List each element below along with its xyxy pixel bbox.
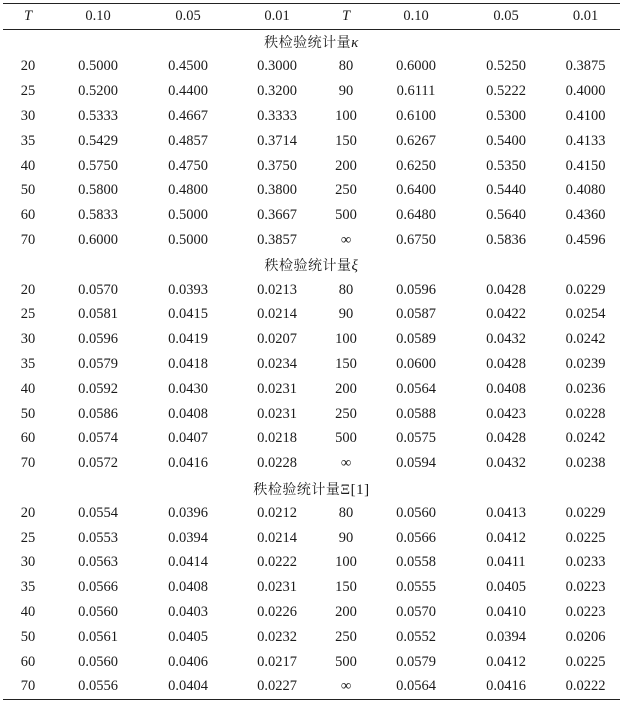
critical-value-cell: 0.4000 xyxy=(565,83,606,100)
critical-value-cell: 0.5640 xyxy=(486,207,526,224)
critical-value-cell: 0.0416 xyxy=(486,678,526,695)
critical-value-cell: 0.0575 xyxy=(396,430,436,447)
sample-size-cell: 50 xyxy=(20,628,36,645)
sample-size-cell: 20 xyxy=(20,504,36,521)
table-row xyxy=(3,427,620,452)
critical-values-table xyxy=(3,3,620,700)
critical-value-cell: 0.4857 xyxy=(168,132,208,149)
section-title-row xyxy=(3,476,620,501)
sample-size-cell: 70 xyxy=(20,455,36,472)
critical-value-cell: 0.5300 xyxy=(486,108,526,125)
critical-value-cell: 0.6100 xyxy=(396,108,436,125)
sample-size-cell: 20 xyxy=(20,58,36,75)
sample-size-cell: 250 xyxy=(335,405,357,422)
critical-value-cell: 0.0428 xyxy=(486,281,526,298)
sample-size-cell: 60 xyxy=(20,653,36,670)
sample-size-cell: 40 xyxy=(20,157,36,174)
critical-value-cell: 0.0405 xyxy=(168,628,208,645)
critical-value-cell: 0.0563 xyxy=(78,554,118,571)
critical-value-cell: 0.0214 xyxy=(257,306,297,323)
critical-value-cell: 0.0570 xyxy=(396,604,436,621)
critical-value-cell: 0.6000 xyxy=(396,58,436,75)
critical-value-cell: 0.0579 xyxy=(78,356,118,373)
critical-value-cell: 0.0412 xyxy=(486,653,526,670)
critical-value-cell: 0.0405 xyxy=(486,579,526,596)
sample-size-cell: ∞ xyxy=(340,678,352,695)
header-sample-size-right: T xyxy=(341,7,351,24)
sample-size-cell: 50 xyxy=(20,405,36,422)
section-symbol: ξ xyxy=(351,258,359,275)
table-row xyxy=(3,203,620,228)
critical-value-cell: 0.5400 xyxy=(486,132,526,149)
critical-value-cell: 0.0574 xyxy=(78,430,118,447)
critical-value-cell: 0.0415 xyxy=(168,306,208,323)
sample-size-cell: 35 xyxy=(20,132,36,149)
critical-value-cell: 0.0222 xyxy=(565,678,606,695)
critical-value-cell: 0.4100 xyxy=(565,108,606,125)
table-row xyxy=(3,650,620,675)
critical-value-cell: 0.0213 xyxy=(257,281,297,298)
table-row xyxy=(3,402,620,427)
critical-value-cell: 0.5350 xyxy=(486,157,526,174)
critical-value-cell: 0.0412 xyxy=(486,529,526,546)
critical-value-cell: 0.0212 xyxy=(257,504,297,521)
header-alpha-001-right: 0.01 xyxy=(572,7,599,24)
critical-value-cell: 0.0225 xyxy=(565,653,606,670)
critical-value-cell: 0.0432 xyxy=(486,331,526,348)
critical-value-cell: 0.6111 xyxy=(396,83,436,100)
sample-size-cell: 90 xyxy=(338,83,354,100)
table-row xyxy=(3,526,620,551)
sample-size-cell: 100 xyxy=(335,331,357,348)
critical-value-cell: 0.0430 xyxy=(168,380,208,397)
table-row xyxy=(3,600,620,625)
critical-value-cell: 0.0555 xyxy=(396,579,436,596)
sample-size-cell: 250 xyxy=(335,628,357,645)
critical-value-cell: 0.0206 xyxy=(565,628,606,645)
critical-value-cell: 0.0231 xyxy=(257,380,297,397)
critical-value-cell: 0.0408 xyxy=(486,380,526,397)
table-row xyxy=(3,551,620,576)
critical-value-cell: 0.0222 xyxy=(257,554,297,571)
critical-value-cell: 0.5000 xyxy=(168,232,208,249)
sample-size-cell: 250 xyxy=(335,182,357,199)
sample-size-cell: 500 xyxy=(335,430,357,447)
critical-value-cell: 0.0553 xyxy=(78,529,118,546)
section-label: 秩检验统计量 xyxy=(253,481,341,498)
critical-value-cell: 0.0572 xyxy=(78,455,118,472)
table-row xyxy=(3,79,620,104)
critical-value-cell: 0.0560 xyxy=(78,604,118,621)
critical-value-cell: 0.0594 xyxy=(396,455,436,472)
table-row xyxy=(3,675,620,700)
section-title xyxy=(3,253,620,278)
header-alpha-005-right: 0.05 xyxy=(493,7,519,24)
critical-value-cell: 0.5222 xyxy=(486,83,526,100)
section-title-row xyxy=(3,253,620,278)
sample-size-cell: 25 xyxy=(20,529,36,546)
sample-size-cell: 70 xyxy=(20,232,36,249)
critical-value-cell: 0.0600 xyxy=(396,356,436,373)
critical-value-cell: 0.5333 xyxy=(78,108,118,125)
sample-size-cell: 200 xyxy=(335,380,357,397)
critical-value-cell: 0.0592 xyxy=(78,380,118,397)
table-row xyxy=(3,104,620,129)
critical-value-cell: 0.0242 xyxy=(565,331,606,348)
critical-value-cell: 0.0581 xyxy=(78,306,118,323)
critical-value-cell: 0.0229 xyxy=(565,504,606,521)
sample-size-cell: 500 xyxy=(335,653,357,670)
critical-value-cell: 0.0561 xyxy=(78,628,118,645)
critical-value-cell: 0.0239 xyxy=(565,356,606,373)
critical-value-cell: 0.0588 xyxy=(396,405,436,422)
table-row xyxy=(3,501,620,526)
critical-value-cell: 0.0428 xyxy=(486,430,526,447)
critical-value-cell: 0.0570 xyxy=(78,281,118,298)
sample-size-cell: 80 xyxy=(338,281,354,298)
section-suffix: Ξ[1] xyxy=(340,481,370,498)
sample-size-cell: 500 xyxy=(335,207,357,224)
critical-value-cell: 0.4667 xyxy=(168,108,208,125)
critical-value-cell: 0.0566 xyxy=(78,579,118,596)
critical-value-cell: 0.0396 xyxy=(168,504,208,521)
section-title-row xyxy=(3,29,620,54)
critical-value-cell: 0.3333 xyxy=(257,108,297,125)
critical-value-cell: 0.6250 xyxy=(396,157,436,174)
sample-size-cell: 80 xyxy=(338,504,354,521)
section-xi xyxy=(3,253,620,476)
critical-value-cell: 0.0229 xyxy=(565,281,606,298)
critical-value-cell: 0.0556 xyxy=(78,678,118,695)
critical-value-cell: 0.5836 xyxy=(486,232,526,249)
critical-value-cell: 0.5800 xyxy=(78,182,118,199)
table-row xyxy=(3,352,620,377)
header-sample-size-left: T xyxy=(23,7,33,24)
critical-value-cell: 0.0418 xyxy=(168,356,208,373)
critical-value-cell: 0.0596 xyxy=(396,281,436,298)
critical-value-cell: 0.6480 xyxy=(396,207,436,224)
table-row xyxy=(3,575,620,600)
section-kappa xyxy=(3,29,620,253)
critical-value-cell: 0.0218 xyxy=(257,430,297,447)
critical-value-cell: 0.0228 xyxy=(565,405,606,422)
critical-value-cell: 0.0225 xyxy=(565,529,606,546)
critical-value-cell: 0.5833 xyxy=(78,207,118,224)
critical-value-cell: 0.3857 xyxy=(257,232,297,249)
table-row xyxy=(3,179,620,204)
critical-value-cell: 0.4400 xyxy=(168,83,208,100)
critical-value-cell: 0.0238 xyxy=(565,455,606,472)
critical-value-cell: 0.0589 xyxy=(396,331,436,348)
critical-value-cell: 0.0394 xyxy=(486,628,526,645)
critical-value-cell: 0.0217 xyxy=(257,653,297,670)
critical-value-cell: 0.0587 xyxy=(396,306,436,323)
section-title xyxy=(3,476,620,501)
table-row xyxy=(3,625,620,650)
critical-value-cell: 0.0552 xyxy=(396,628,436,645)
critical-value-cell: 0.5000 xyxy=(78,58,118,75)
critical-value-cell: 0.0404 xyxy=(168,678,208,695)
critical-value-cell: 0.0223 xyxy=(565,579,606,596)
header-row xyxy=(3,4,620,30)
section-symbol: κ xyxy=(351,35,359,52)
sample-size-cell: 100 xyxy=(335,554,357,571)
sample-size-cell: 35 xyxy=(20,356,36,373)
critical-value-cell: 0.0579 xyxy=(396,653,436,670)
section-xi-bracket xyxy=(3,476,620,700)
critical-value-cell: 0.0214 xyxy=(257,529,297,546)
table-header xyxy=(3,4,620,30)
table-row xyxy=(3,327,620,352)
critical-value-cell: 0.0393 xyxy=(168,281,208,298)
critical-value-cell: 0.6750 xyxy=(396,232,436,249)
critical-value-cell: 0.5429 xyxy=(78,132,118,149)
sample-size-cell: 60 xyxy=(20,207,36,224)
header-alpha-001-left: 0.01 xyxy=(264,7,290,24)
sample-size-cell: 20 xyxy=(20,281,36,298)
section-title xyxy=(3,29,620,54)
critical-value-cell: 0.0236 xyxy=(565,380,606,397)
critical-value-cell: 0.0231 xyxy=(257,405,297,422)
critical-value-cell: 0.4596 xyxy=(565,232,606,249)
table-row xyxy=(3,154,620,179)
sample-size-cell: 40 xyxy=(20,604,36,621)
critical-value-cell: 0.0227 xyxy=(257,678,297,695)
sample-size-cell: 35 xyxy=(20,579,36,596)
critical-value-cell: 0.0596 xyxy=(78,331,118,348)
critical-value-cell: 0.5750 xyxy=(78,157,118,174)
critical-value-cell: 0.4360 xyxy=(565,207,606,224)
critical-value-cell: 0.0223 xyxy=(565,604,606,621)
critical-value-cell: 0.4800 xyxy=(168,182,208,199)
critical-value-cell: 0.0406 xyxy=(168,653,208,670)
critical-value-cell: 0.0560 xyxy=(78,653,118,670)
critical-value-cell: 0.0254 xyxy=(565,306,606,323)
sample-size-cell: 25 xyxy=(20,306,36,323)
critical-value-cell: 0.5250 xyxy=(486,58,526,75)
critical-value-cell: 0.6000 xyxy=(78,232,118,249)
critical-value-cell: 0.0432 xyxy=(486,455,526,472)
critical-value-cell: 0.0423 xyxy=(486,405,526,422)
critical-value-cell: 0.0558 xyxy=(396,554,436,571)
critical-value-cell: 0.0564 xyxy=(396,380,436,397)
sample-size-cell: 60 xyxy=(20,430,36,447)
critical-value-cell: 0.0233 xyxy=(565,554,606,571)
critical-value-cell: 0.0554 xyxy=(78,504,118,521)
critical-value-cell: 0.4500 xyxy=(168,58,208,75)
critical-value-cell: 0.3750 xyxy=(257,157,297,174)
critical-value-cell: 0.3714 xyxy=(257,132,297,149)
critical-value-cell: 0.0207 xyxy=(257,331,297,348)
sample-size-cell: ∞ xyxy=(340,455,352,472)
critical-value-cell: 0.6267 xyxy=(396,132,436,149)
critical-value-cell: 0.4080 xyxy=(565,182,606,199)
critical-value-cell: 0.0411 xyxy=(486,554,526,571)
critical-value-cell: 0.0407 xyxy=(168,430,208,447)
table-row xyxy=(3,55,620,80)
critical-value-cell: 0.0422 xyxy=(486,306,526,323)
table-row xyxy=(3,303,620,328)
sample-size-cell: 30 xyxy=(20,108,36,125)
critical-value-cell: 0.3667 xyxy=(257,207,297,224)
critical-value-cell: 0.0419 xyxy=(168,331,208,348)
header-alpha-005-left: 0.05 xyxy=(175,7,201,24)
sample-size-cell: 50 xyxy=(20,182,36,199)
section-label: 秩检验统计量 xyxy=(264,35,352,52)
critical-value-cell: 0.0242 xyxy=(565,430,606,447)
critical-value-cell: 0.0413 xyxy=(486,504,526,521)
critical-value-cell: 0.0231 xyxy=(257,579,297,596)
critical-value-cell: 0.5000 xyxy=(168,207,208,224)
table-row xyxy=(3,228,620,253)
critical-value-cell: 0.3200 xyxy=(257,83,297,100)
sample-size-cell: 200 xyxy=(335,604,357,621)
header-alpha-010-right: 0.10 xyxy=(403,7,429,24)
critical-value-cell: 0.6400 xyxy=(396,182,436,199)
header-alpha-010-left: 0.10 xyxy=(85,7,111,24)
critical-value-cell: 0.0566 xyxy=(396,529,436,546)
critical-value-cell: 0.0408 xyxy=(168,579,208,596)
critical-value-cell: 0.0226 xyxy=(257,604,297,621)
table-row xyxy=(3,377,620,402)
critical-value-cell: 0.3800 xyxy=(257,182,297,199)
sample-size-cell: 30 xyxy=(20,554,36,571)
critical-value-cell: 0.0414 xyxy=(168,554,208,571)
critical-value-cell: 0.0416 xyxy=(168,455,208,472)
sample-size-cell: 90 xyxy=(338,306,354,323)
sample-size-cell: 150 xyxy=(335,356,357,373)
sample-size-cell: 70 xyxy=(20,678,36,695)
sample-size-cell: 90 xyxy=(338,529,354,546)
critical-value-cell: 0.0394 xyxy=(168,529,208,546)
section-label: 秩检验统计量 xyxy=(264,258,352,275)
critical-value-cell: 0.4133 xyxy=(565,132,606,149)
critical-value-cell: 0.0564 xyxy=(396,678,436,695)
critical-value-cell: 0.4150 xyxy=(565,157,606,174)
sample-size-cell: 25 xyxy=(20,83,36,100)
critical-value-cell: 0.0408 xyxy=(168,405,208,422)
critical-value-cell: 0.0586 xyxy=(78,405,118,422)
sample-size-cell: 30 xyxy=(20,331,36,348)
sample-size-cell: 200 xyxy=(335,157,357,174)
critical-value-cell: 0.0410 xyxy=(486,604,526,621)
critical-value-cell: 0.0403 xyxy=(168,604,208,621)
sample-size-cell: 80 xyxy=(338,58,354,75)
critical-value-cell: 0.5200 xyxy=(78,83,118,100)
table-row xyxy=(3,129,620,154)
critical-value-cell: 0.5440 xyxy=(486,182,526,199)
critical-value-cell: 0.4750 xyxy=(168,157,208,174)
critical-value-cell: 0.0232 xyxy=(257,628,297,645)
sample-size-cell: 40 xyxy=(20,380,36,397)
sample-size-cell: ∞ xyxy=(340,232,352,249)
sample-size-cell: 100 xyxy=(335,108,357,125)
critical-value-cell: 0.0228 xyxy=(257,455,297,472)
critical-value-cell: 0.0234 xyxy=(257,356,297,373)
critical-value-cell: 0.3000 xyxy=(257,58,297,75)
sample-size-cell: 150 xyxy=(335,579,357,596)
table-row xyxy=(3,451,620,476)
critical-value-cell: 0.0428 xyxy=(486,356,526,373)
sample-size-cell: 150 xyxy=(335,132,357,149)
critical-value-cell: 0.0560 xyxy=(396,504,436,521)
critical-value-cell: 0.3875 xyxy=(565,58,606,75)
table-row xyxy=(3,278,620,303)
